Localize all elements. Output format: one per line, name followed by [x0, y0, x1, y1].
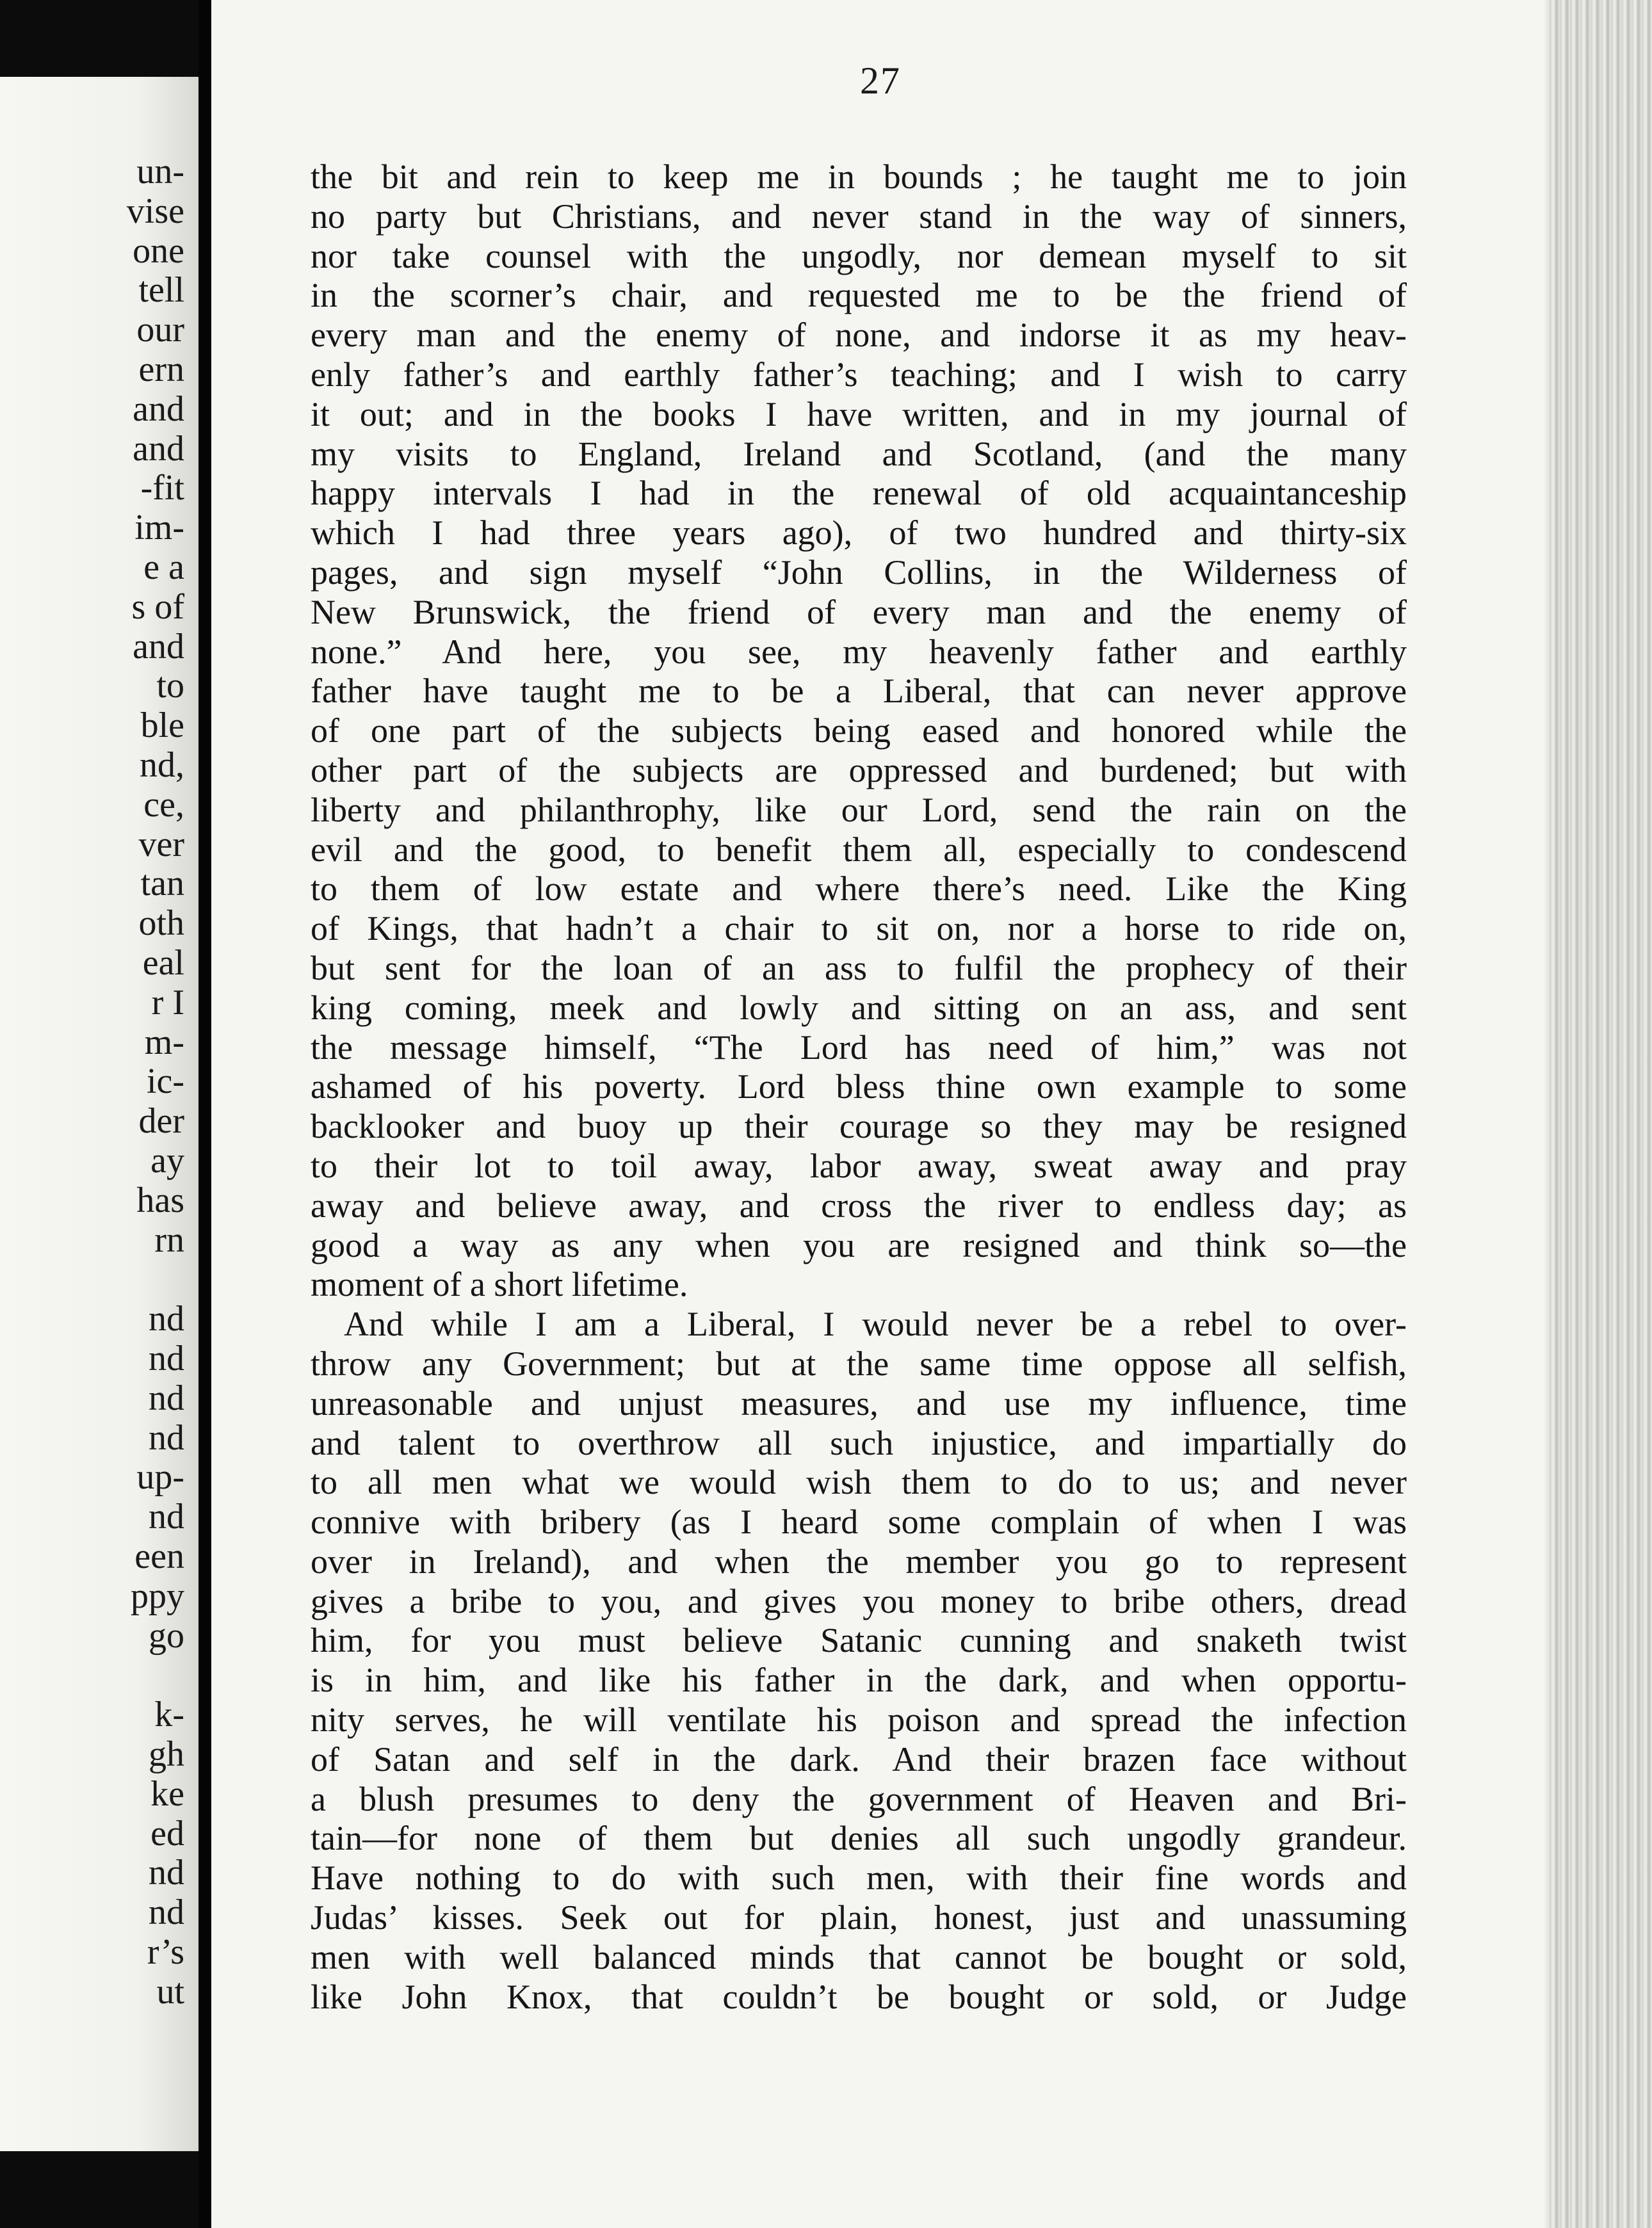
text-line: ashamed of his poverty. Lord bless thine own example to some: [311, 1067, 1407, 1106]
facing-page-fragment: een: [134, 1537, 184, 1576]
facing-page-fragment: un-: [136, 152, 184, 191]
text-line: throw any Government; but at the same time oppose all selfish,: [311, 1344, 1407, 1383]
page-edges: [1550, 0, 1652, 2228]
text-line: And while I am a Liberal, I would never be a rebel to over-: [344, 1305, 1407, 1344]
facing-page-fragment: nd: [149, 1893, 184, 1933]
text-line: father have taught me to be a Liberal, that can never approve: [311, 672, 1407, 711]
facing-page-fragment: r’s: [147, 1932, 184, 1972]
facing-page-fragment: im-: [134, 508, 184, 548]
book-gutter: [198, 0, 211, 2228]
facing-page-fragment: ce,: [143, 784, 184, 825]
text-line: moment of a short lifetime.: [311, 1265, 688, 1304]
facing-page-fragment: rn: [154, 1220, 184, 1260]
facing-page-fragment: nd: [149, 1339, 184, 1378]
facing-page-fragment: s of: [131, 586, 184, 627]
text-line: enly father’s and earthly father’s teaching; and I wish to carry: [311, 355, 1407, 394]
text-line: Judas’ kisses. Seek out for plain, honest, just and unassuming: [311, 1898, 1407, 1937]
text-line: unreasonable and unjust measures, and use my influence, time: [311, 1384, 1407, 1423]
text-line: him, for you must believe Satanic cunning and snaketh twist: [311, 1621, 1407, 1660]
facing-page-fragment: tan: [140, 864, 184, 904]
text-line: men with well balanced minds that cannot be bought or sold,: [311, 1937, 1407, 1976]
facing-page-fragment: e a: [143, 547, 184, 587]
text-line: no party but Christians, and never stand in the way of sinners,: [311, 197, 1407, 236]
text-line: connive with bribery (as I heard some complain of when I was: [311, 1503, 1407, 1542]
text-line: liberty and philanthrophy, like our Lord, send the rain on the: [311, 790, 1407, 829]
facing-page-fragment: nd: [149, 1853, 184, 1893]
text-line: other part of the subjects are oppressed and burdened; but with: [311, 750, 1407, 789]
facing-page-fragment: oth: [138, 903, 184, 944]
facing-page-fragment: m-: [144, 1022, 184, 1062]
facing-page-fragment: ed: [150, 1813, 184, 1853]
facing-page-fragment: nd,: [140, 745, 184, 785]
facing-page-fragment: eal: [142, 943, 184, 983]
text-line: backlooker and buoy up their courage so they may be resigned: [311, 1107, 1407, 1146]
text-line: evil and the good, to benefit them all, especially to condescend: [311, 830, 1407, 869]
text-line: pages, and sign myself “John Collins, in the Wilderness of: [311, 553, 1407, 592]
facing-page-fragment: to: [156, 666, 184, 706]
facing-page-fragment: ay: [150, 1141, 184, 1181]
text-line: happy intervals I had in the renewal of old acquaintanceship: [311, 474, 1407, 513]
facing-page-fragment: and: [133, 389, 184, 429]
facing-page-fragment: vise: [126, 191, 184, 231]
facing-page-fragment: r I: [151, 982, 184, 1022]
text-line: away and believe away, and cross the river to endless day; as: [311, 1186, 1407, 1225]
text-line: none.” And here, you see, my heavenly father and earthly: [311, 632, 1407, 671]
facing-page-fragment: nd: [149, 1299, 184, 1339]
facing-page-fragment: and: [133, 428, 184, 469]
facing-page-fragment: ppy: [131, 1576, 184, 1616]
text-line: tain—for none of them but denies all such ungodly grandeur.: [311, 1819, 1407, 1858]
facing-page-fragment: ern: [138, 350, 184, 389]
text-line: a blush presumes to deny the government of Heaven and Bri-: [311, 1779, 1407, 1818]
body-text: [311, 157, 1407, 2017]
facing-page-fragment: has: [136, 1180, 184, 1220]
facing-page-fragment: tell: [138, 270, 184, 311]
text-line: to all men what we would wish them to do to us; and never: [311, 1463, 1407, 1502]
text-line: king coming, meek and lowly and sitting on an ass, and sent: [311, 988, 1407, 1027]
facing-page-fragment: k-: [154, 1695, 184, 1735]
text-line: and talent to overthrow all such injustice, and impartially do: [311, 1423, 1407, 1462]
text-line: Have nothing to do with such men, with their fine words and: [311, 1859, 1407, 1898]
text-line: of Kings, that hadn’t a chair to sit on, nor a horse to ride on,: [311, 909, 1407, 948]
facing-page-fragment: ke: [150, 1773, 184, 1814]
facing-page-fragment: and: [133, 626, 184, 666]
facing-page-fragment: nd: [149, 1497, 184, 1537]
facing-page-fragment: nd: [149, 1417, 184, 1458]
text-line: which I had three years ago), of two hundred and thirty-six: [311, 513, 1407, 553]
facing-page-fragment: -fit: [140, 468, 184, 508]
text-line: every man and the enemy of none, and indorse it as my heav-: [311, 316, 1407, 355]
facing-page-fragment: ic-: [146, 1062, 184, 1102]
text-line: like John Knox, that couldn’t be bought or sold, or Judge: [311, 1977, 1407, 2016]
text-line: nity serves, he will ventilate his poison and spread the infection: [311, 1700, 1407, 1740]
text-line: gives a bribe to you, and gives you money to bribe others, dread: [311, 1581, 1407, 1620]
text-line: New Brunswick, the friend of every man and the enemy of: [311, 592, 1407, 631]
text-line: over in Ireland), and when the member you go to represent: [311, 1542, 1407, 1581]
facing-page-fragment: go: [149, 1615, 184, 1656]
text-line: nor take counsel with the ungodly, nor demean myself to sit: [311, 236, 1407, 275]
facing-page-fragment: ble: [140, 706, 184, 746]
text-line: but sent for the loan of an ass to fulfil the prophecy of their: [311, 948, 1407, 987]
facing-page-fragment: der: [138, 1101, 184, 1142]
facing-page-fragment: gh: [149, 1734, 184, 1774]
text-line: good a way as any when you are resigned and think so—the: [311, 1225, 1407, 1264]
text-line: in the scorner’s chair, and requested me to be the friend of: [311, 276, 1407, 315]
facing-page-fragment: ut: [156, 1971, 184, 2012]
facing-page-fragment: up-: [136, 1457, 184, 1497]
text-line: the message himself, “The Lord has need of him,” was not: [311, 1028, 1407, 1067]
text-line: to their lot to toil away, labor away, sweat away and pray: [311, 1146, 1407, 1185]
facing-page-fragment: ver: [138, 824, 184, 864]
facing-page-fragment: our: [136, 310, 184, 350]
page-number: 27: [860, 60, 901, 102]
text-line: of Satan and self in the dark. And their brazen face without: [311, 1740, 1407, 1779]
text-line: it out; and in the books I have written, and in my journal of: [311, 394, 1407, 433]
text-line: to them of low estate and where there’s need. Like the King: [311, 869, 1407, 908]
text-line: of one part of the subjects being eased and honored while the: [311, 711, 1407, 750]
text-line: is in him, and like his father in the dark, and when opportu-: [311, 1661, 1407, 1700]
facing-page-fragment: one: [133, 230, 184, 271]
facing-page-fragment: nd: [149, 1378, 184, 1418]
facing-page: [0, 77, 198, 2151]
book-page: [211, 0, 1550, 2228]
text-line: the bit and rein to keep me in bounds ; he taught me to join: [311, 157, 1407, 196]
text-line: my visits to England, Ireland and Scotland, (and the many: [311, 434, 1407, 473]
